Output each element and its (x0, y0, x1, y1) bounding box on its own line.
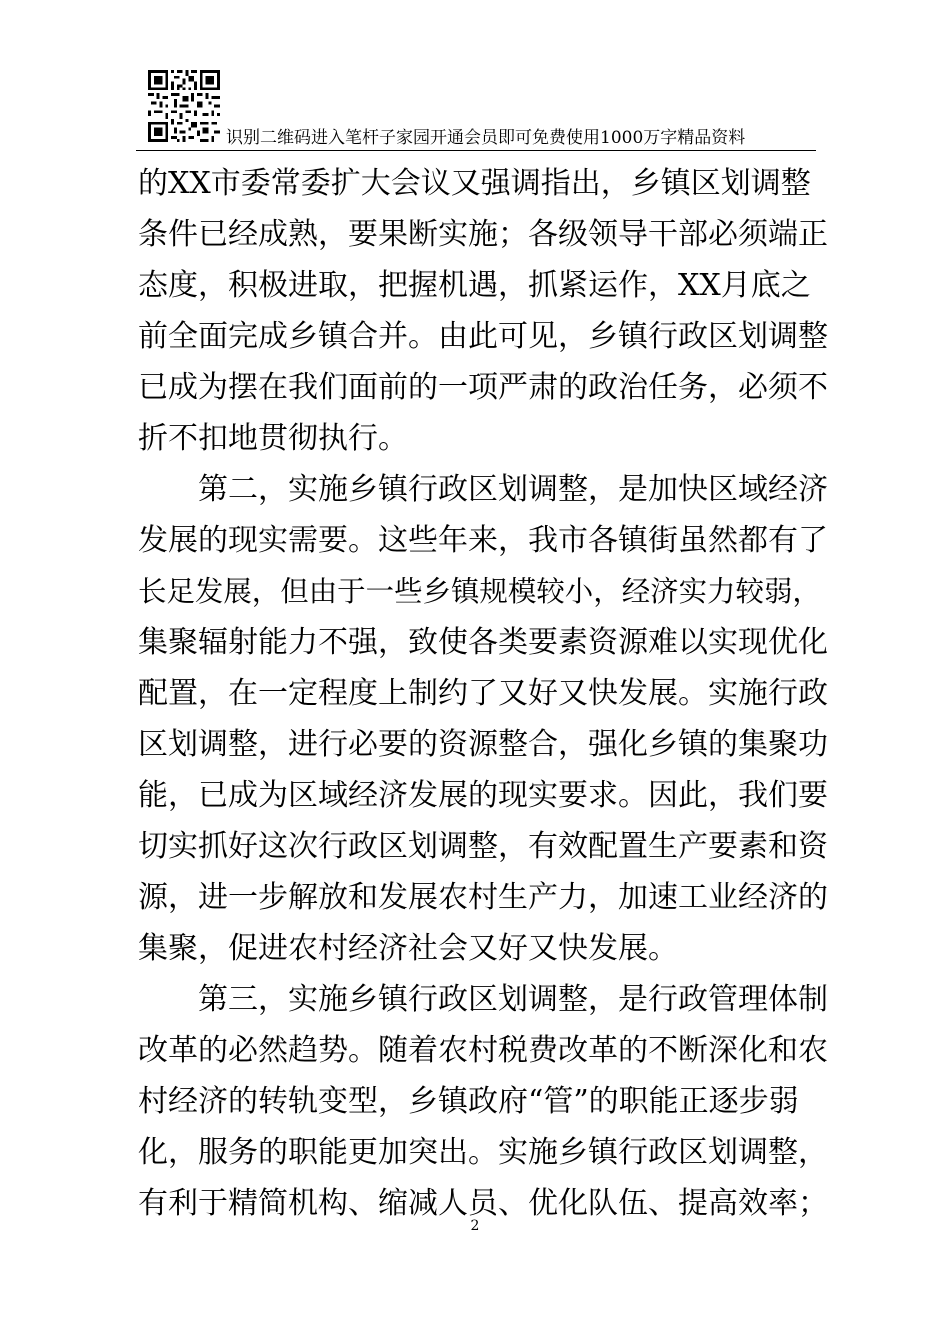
text-line: 集聚，促进农村经济社会又好又快发展。 (138, 931, 678, 966)
text-line: 改革的必然趋势。随着农村税费改革的不断深化和农 (138, 1033, 828, 1068)
text-line: 有利于精简机构、缩减人员、优化队伍、提高效率； (138, 1186, 828, 1221)
text-line: 条件已经成熟，要果断实施；各级领导干部必须端正 (138, 217, 828, 252)
text-line: 发展的现实需要。这些年来，我市各镇街虽然都有了 (138, 523, 828, 558)
qr-code-icon (147, 70, 221, 142)
text-line: 能，已成为区域经济发展的现实要求。因此，我们要 (138, 778, 828, 813)
text-line: 村经济的转轨变型，乡镇政府“管”的职能正逐步弱 (138, 1084, 799, 1119)
paragraph-start-line: 第二，实施乡镇行政区划调整，是加快区域经济 (198, 472, 828, 507)
text-line: 切实抓好这次行政区划调整，有效配置生产要素和资 (138, 829, 828, 864)
header-divider (136, 150, 816, 151)
text-line: 集聚辐射能力不强，致使各类要素资源难以实现优化 (138, 625, 828, 660)
text-line: 已成为摆在我们面前的一项严肃的政治任务，必须不 (138, 370, 828, 405)
paragraph-start-line: 第三，实施乡镇行政区划调整，是行政管理体制 (198, 982, 828, 1017)
text-line: 前全面完成乡镇合并。由此可见，乡镇行政区划调整 (138, 319, 828, 354)
text-line: 的XX市委常委扩大会议又强调指出，乡镇区划调整 (138, 166, 811, 201)
header-banner-text: 识别二维码进入笔杆子家园开通会员即可免费使用1000万字精品资料 (226, 128, 746, 148)
text-line: 配置，在一定程度上制约了又好又快发展。实施行政 (138, 676, 828, 711)
page-number: 2 (470, 1218, 480, 1234)
text-line: 化，服务的职能更加突出。实施乡镇行政区划调整， (138, 1135, 828, 1170)
text-line: 源，进一步解放和发展农村生产力，加速工业经济的 (138, 880, 828, 915)
text-line: 区划调整，进行必要的资源整合，强化乡镇的集聚功 (138, 727, 828, 762)
text-line: 态度，积极进取，把握机遇，抓紧运作，XX月底之 (138, 268, 811, 303)
text-line: 折不扣地贯彻执行。 (138, 421, 408, 456)
text-line: 长足发展，但由于一些乡镇规模较小，经济实力较弱， (138, 575, 821, 608)
document-body (138, 158, 828, 1229)
